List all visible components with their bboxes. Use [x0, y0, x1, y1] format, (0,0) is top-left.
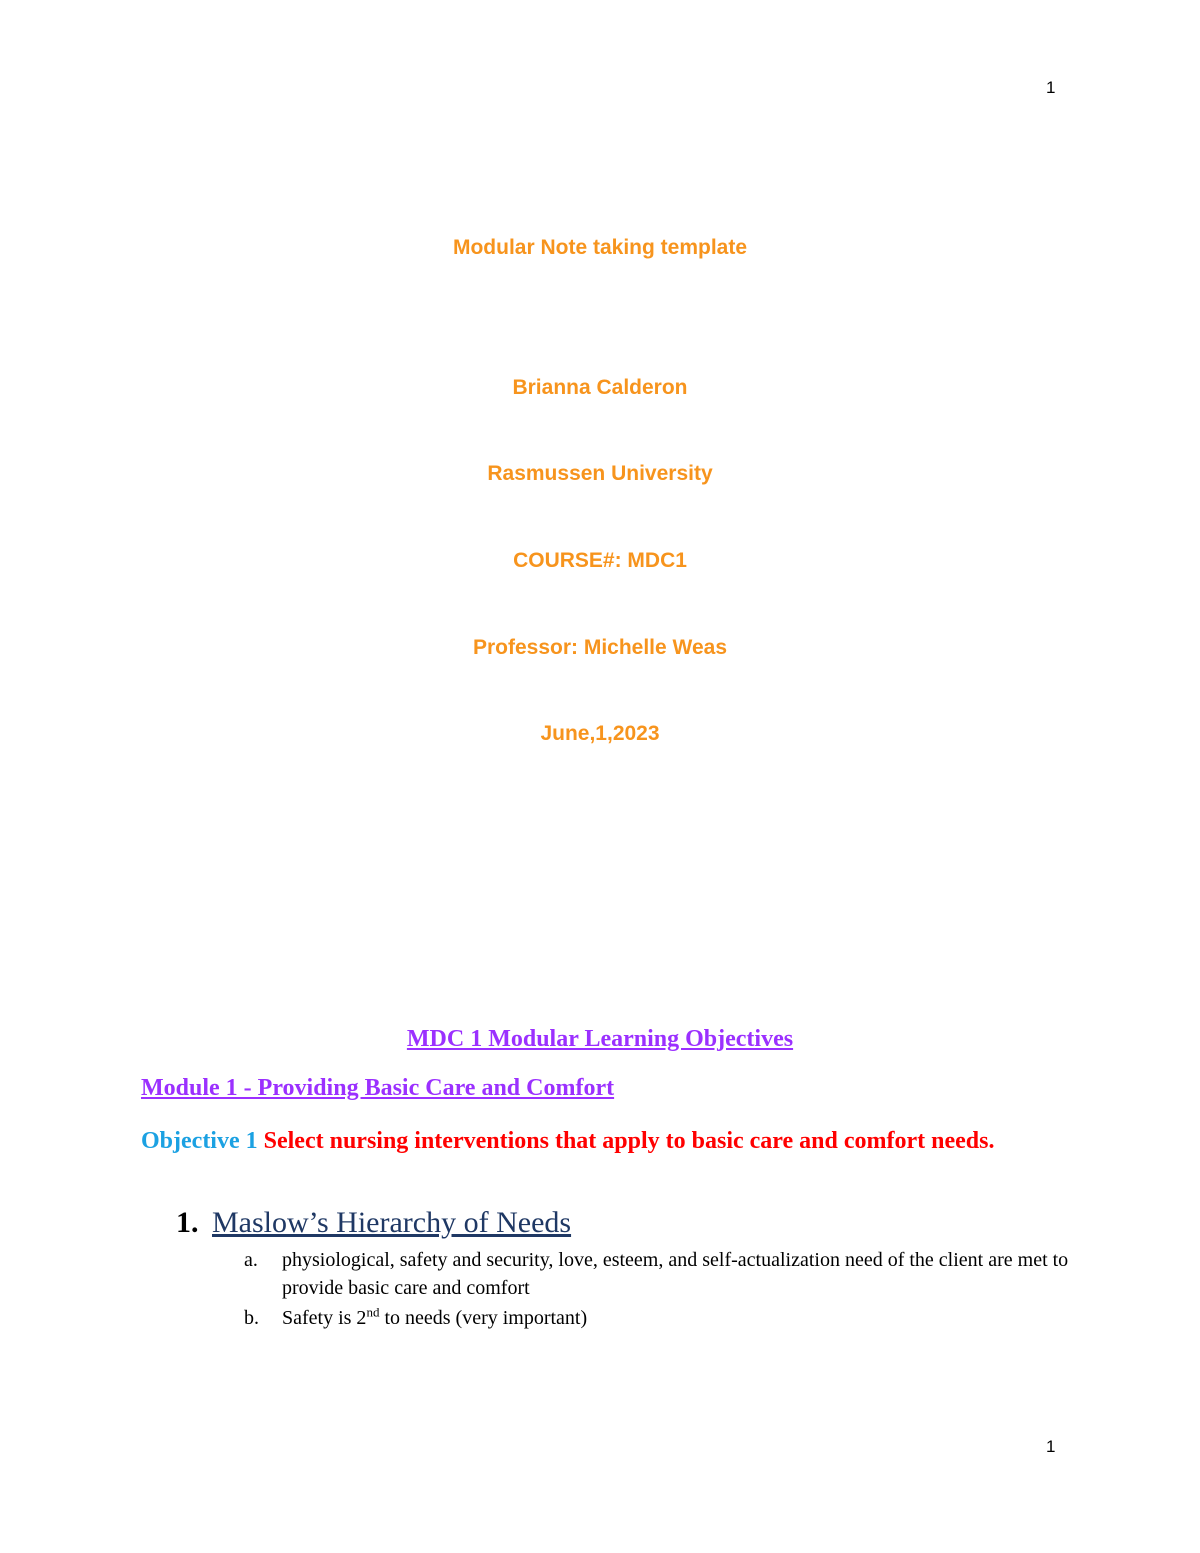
- list-item-text-before: Safety is 2: [282, 1307, 367, 1329]
- list-item-text: [282, 1304, 1074, 1332]
- author-name: Brianna Calderon: [512, 376, 688, 399]
- list-marker: b.: [244, 1307, 259, 1329]
- module-heading: Module 1 - Providing Basic Care and Comfort: [141, 1075, 615, 1101]
- ordinal-superscript: nd: [366, 1304, 380, 1320]
- sub-list: [244, 1246, 1074, 1334]
- page-number-bottom: 1: [1046, 1437, 1056, 1456]
- list-item-text-after: to needs (very important): [379, 1307, 588, 1329]
- list-marker: a.: [244, 1249, 258, 1271]
- list-item: [244, 1246, 1074, 1302]
- course-number: COURSE#: MDC1: [513, 549, 687, 572]
- section-number: 1.: [176, 1206, 199, 1239]
- document-title: Modular Note taking template: [452, 236, 748, 259]
- document-date: June,1,2023: [540, 722, 660, 745]
- objective-label: Objective 1: [141, 1128, 258, 1154]
- section-title: Maslow’s Hierarchy of Needs: [212, 1206, 572, 1239]
- section-heading: [176, 1204, 571, 1242]
- professor-name: Professor: Michelle Weas: [472, 636, 728, 659]
- objective-text: Select nursing interventions that apply to basic care and comfort needs.: [263, 1128, 995, 1154]
- list-item: [244, 1304, 1074, 1332]
- institution-name: Rasmussen University: [487, 462, 713, 485]
- page-number-top: 1: [1046, 78, 1056, 97]
- list-item-text: physiological, safety and security, love, esteem, and self-actualization need of the client are met to provide basic care and comfort: [282, 1249, 1069, 1299]
- objective-statement: [141, 1124, 1061, 1158]
- objectives-heading: MDC 1 Modular Learning Objectives: [406, 1026, 794, 1052]
